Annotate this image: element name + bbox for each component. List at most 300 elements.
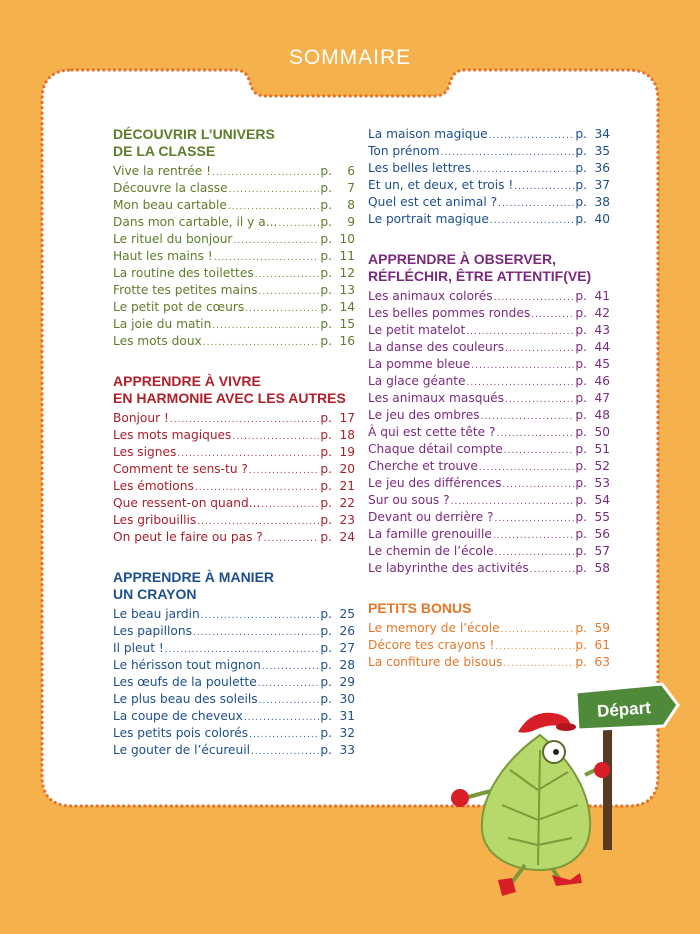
toc-entry bbox=[113, 512, 355, 529]
section-title: APPRENDRE À OBSERVER, RÉFLÉCHIR, ÊTRE ATTENTIF(VE) bbox=[368, 251, 592, 284]
toc-entry bbox=[113, 725, 355, 742]
toc-entry bbox=[113, 495, 355, 512]
toc-leader-dots bbox=[493, 528, 575, 543]
toc-entry bbox=[113, 214, 355, 231]
toc-section-bonus bbox=[368, 600, 610, 671]
toc-entry bbox=[113, 674, 355, 691]
toc-page-ref bbox=[575, 126, 610, 143]
toc-leader-dots bbox=[530, 562, 575, 577]
toc-page-number: 51 bbox=[594, 442, 610, 456]
section-title: APPRENDRE À VIVRE EN HARMONIE AVEC LES AUTRES bbox=[113, 373, 346, 406]
toc-leader-dots bbox=[165, 642, 320, 657]
toc-leader-dots bbox=[201, 608, 320, 623]
page-prefix: p. bbox=[575, 374, 587, 388]
toc-leader-dots bbox=[531, 307, 574, 322]
toc-entry bbox=[368, 407, 610, 424]
page-prefix: p. bbox=[320, 675, 332, 689]
toc-page-ref bbox=[575, 654, 610, 671]
toc-entry-label: Les mots magiques bbox=[113, 428, 232, 442]
toc-page-ref bbox=[575, 322, 610, 339]
toc-page-ref bbox=[575, 637, 610, 654]
page-prefix: p. bbox=[575, 340, 587, 354]
toc-entry-label: Les signes bbox=[113, 445, 177, 459]
toc-leader-dots bbox=[472, 162, 574, 177]
toc-leader-dots bbox=[261, 497, 319, 512]
toc-page-ref bbox=[320, 512, 355, 529]
toc-page-number: 20 bbox=[339, 462, 355, 476]
page-prefix: p. bbox=[320, 249, 332, 263]
toc-entry-label: Cherche et trouve bbox=[368, 459, 478, 473]
toc-page-number: 44 bbox=[594, 340, 610, 354]
toc-page-ref bbox=[575, 560, 610, 577]
toc-leader-dots bbox=[498, 196, 574, 211]
page-prefix: p. bbox=[575, 561, 587, 575]
toc-entry-label: Découvre la classe bbox=[113, 181, 228, 195]
toc-page-ref bbox=[320, 606, 355, 623]
page-prefix: p. bbox=[575, 144, 587, 158]
toc-entry bbox=[368, 211, 610, 228]
toc-leader-dots bbox=[489, 128, 575, 143]
page-prefix: p. bbox=[575, 195, 587, 209]
toc-page-ref bbox=[320, 725, 355, 742]
toc-page-ref bbox=[320, 410, 355, 427]
toc-page-number: 53 bbox=[594, 476, 610, 490]
page-prefix: p. bbox=[575, 289, 587, 303]
toc-entry-label: À qui est cette tête ? bbox=[368, 425, 496, 439]
toc-entry-label: Le petit pot de cœurs bbox=[113, 300, 245, 314]
toc-entry-label: Les belles lettres bbox=[368, 161, 472, 175]
toc-page-number: 26 bbox=[339, 624, 355, 638]
toc-entry-label: Décore tes crayons ! bbox=[368, 638, 495, 652]
toc-entry-label: Les animaux masqués bbox=[368, 391, 505, 405]
page-prefix: p. bbox=[575, 212, 587, 226]
page-prefix: p. bbox=[575, 306, 587, 320]
toc-entry bbox=[368, 543, 610, 560]
toc-page-ref bbox=[320, 674, 355, 691]
toc-page-number: 46 bbox=[594, 374, 610, 388]
toc-page-ref bbox=[320, 427, 355, 444]
toc-list bbox=[368, 288, 610, 577]
toc-page-ref bbox=[575, 543, 610, 560]
toc-entry bbox=[368, 322, 610, 339]
page-prefix: p. bbox=[575, 638, 587, 652]
toc-leader-dots bbox=[244, 710, 320, 725]
mascot-body bbox=[482, 735, 590, 870]
toc-entry-label: Le rituel du bonjour bbox=[113, 232, 233, 246]
toc-entry bbox=[368, 458, 610, 475]
toc-page-ref bbox=[320, 333, 355, 350]
toc-page-number: 34 bbox=[594, 127, 610, 141]
toc-entry-label: Et un, et deux, et trois ! bbox=[368, 178, 514, 192]
toc-entry bbox=[368, 339, 610, 356]
toc-entry bbox=[368, 509, 610, 526]
toc-entry bbox=[368, 194, 610, 211]
section-title: DÉCOUVRIR L’UNIVERS DE LA CLASSE bbox=[113, 126, 275, 159]
toc-page-number: 9 bbox=[347, 215, 355, 229]
toc-leader-dots bbox=[505, 341, 574, 356]
toc-entry bbox=[368, 441, 610, 458]
toc-leader-dots bbox=[203, 335, 320, 350]
toc-page-ref bbox=[320, 742, 355, 759]
page-prefix: p. bbox=[320, 181, 332, 195]
toc-page-ref bbox=[575, 211, 610, 228]
toc-page-ref bbox=[320, 180, 355, 197]
toc-entry-label: Bonjour ! bbox=[113, 411, 169, 425]
page-prefix: p. bbox=[320, 445, 332, 459]
toc-entry-label: Comment te sens-tu ? bbox=[113, 462, 248, 476]
toc-leader-dots bbox=[451, 494, 575, 509]
toc-page-number: 11 bbox=[339, 249, 355, 263]
page-prefix: p. bbox=[575, 161, 587, 175]
toc-leader-dots bbox=[440, 145, 574, 160]
toc-column-left bbox=[113, 126, 355, 782]
page-prefix: p. bbox=[320, 232, 332, 246]
toc-leader-dots bbox=[471, 358, 574, 373]
toc-leader-dots bbox=[255, 267, 320, 282]
page-prefix: p. bbox=[320, 317, 332, 331]
toc-leader-dots bbox=[467, 375, 575, 390]
page-prefix: p. bbox=[575, 357, 587, 371]
toc-entry bbox=[368, 475, 610, 492]
toc-leader-dots bbox=[466, 324, 574, 339]
toc-page-ref bbox=[320, 265, 355, 282]
toc-page-number: 29 bbox=[339, 675, 355, 689]
toc-page-number: 23 bbox=[339, 513, 355, 527]
toc-entry-label: Le petit matelot bbox=[368, 323, 466, 337]
toc-page-number: 37 bbox=[594, 178, 610, 192]
toc-page-number: 21 bbox=[339, 479, 355, 493]
toc-page-number: 13 bbox=[339, 283, 355, 297]
toc-leader-dots bbox=[505, 392, 574, 407]
toc-entry bbox=[368, 305, 610, 322]
toc-entry-label: Les belles pommes rondes bbox=[368, 306, 531, 320]
toc-page-ref bbox=[320, 316, 355, 333]
toc-leader-dots bbox=[229, 182, 320, 197]
toc-leader-dots bbox=[245, 301, 319, 316]
page-prefix: p. bbox=[320, 692, 332, 706]
toc-page-number: 16 bbox=[339, 334, 355, 348]
toc-section-observe bbox=[368, 251, 610, 577]
toc-entry bbox=[113, 410, 355, 427]
toc-page-number: 10 bbox=[339, 232, 355, 246]
toc-page-number: 28 bbox=[339, 658, 355, 672]
toc-list bbox=[368, 126, 610, 228]
page-prefix: p. bbox=[320, 624, 332, 638]
toc-page-ref bbox=[320, 529, 355, 546]
toc-section-discover bbox=[113, 126, 355, 350]
page-prefix: p. bbox=[320, 641, 332, 655]
toc-entry bbox=[113, 231, 355, 248]
toc-leader-dots bbox=[197, 514, 319, 529]
toc-page-ref bbox=[320, 691, 355, 708]
toc-page-number: 18 bbox=[339, 428, 355, 442]
toc-leader-dots bbox=[232, 429, 319, 444]
toc-page-number: 31 bbox=[339, 709, 355, 723]
toc-page-ref bbox=[320, 708, 355, 725]
toc-page-number: 58 bbox=[594, 561, 610, 575]
toc-leader-dots bbox=[479, 460, 575, 475]
toc-entry-label: Les gribouillis bbox=[113, 513, 197, 527]
toc-page-number: 42 bbox=[594, 306, 610, 320]
toc-entry-label: La danse des couleurs bbox=[368, 340, 505, 354]
toc-page-ref bbox=[575, 492, 610, 509]
toc-leader-dots bbox=[503, 656, 574, 671]
toc-page-ref bbox=[575, 143, 610, 160]
toc-page-number: 7 bbox=[347, 181, 355, 195]
page-prefix: p. bbox=[320, 496, 332, 510]
page-prefix: p. bbox=[320, 300, 332, 314]
page-prefix: p. bbox=[575, 544, 587, 558]
toc-leader-dots bbox=[249, 727, 319, 742]
toc-entry-label: Le hérisson tout mignon bbox=[113, 658, 261, 672]
page-prefix: p. bbox=[320, 607, 332, 621]
toc-entry-label: Mon beau cartable bbox=[113, 198, 227, 212]
toc-leader-dots bbox=[262, 659, 320, 674]
page-prefix: p. bbox=[320, 428, 332, 442]
toc-leader-dots bbox=[249, 463, 319, 478]
toc-page-number: 45 bbox=[594, 357, 610, 371]
toc-list bbox=[113, 606, 355, 759]
toc-page-number: 50 bbox=[594, 425, 610, 439]
toc-page-ref bbox=[320, 299, 355, 316]
toc-list bbox=[113, 163, 355, 350]
toc-leader-dots bbox=[195, 480, 320, 495]
toc-entry bbox=[113, 180, 355, 197]
toc-entry-label: Le jeu des ombres bbox=[368, 408, 480, 422]
toc-entry-label: On peut le faire ou pas ? bbox=[113, 530, 263, 544]
toc-entry bbox=[113, 606, 355, 623]
toc-leader-dots bbox=[264, 531, 320, 546]
toc-page-ref bbox=[575, 356, 610, 373]
toc-leader-dots bbox=[177, 446, 319, 461]
toc-entry bbox=[113, 163, 355, 180]
toc-page-number: 47 bbox=[594, 391, 610, 405]
toc-leader-dots bbox=[278, 216, 319, 231]
toc-page-ref bbox=[320, 197, 355, 214]
toc-entry bbox=[368, 637, 610, 654]
toc-entry bbox=[368, 160, 610, 177]
toc-entry bbox=[113, 282, 355, 299]
toc-entry-label: La maison magique bbox=[368, 127, 488, 141]
toc-entry bbox=[368, 526, 610, 543]
toc-entry-label: Les œufs de la poulette bbox=[113, 675, 257, 689]
toc-entry bbox=[113, 197, 355, 214]
toc-page-ref bbox=[320, 231, 355, 248]
page-prefix: p. bbox=[575, 476, 587, 490]
toc-entry-label: Quel est cet animal ? bbox=[368, 195, 498, 209]
toc-page-number: 14 bbox=[339, 300, 355, 314]
sign-label: Départ bbox=[596, 698, 652, 721]
toc-entry bbox=[113, 742, 355, 759]
toc-page-number: 41 bbox=[594, 289, 610, 303]
toc-entry bbox=[113, 623, 355, 640]
toc-entry-label: La pomme bleue bbox=[368, 357, 471, 371]
toc-page-number: 35 bbox=[594, 144, 610, 158]
toc-entry-label: Le memory de l’école bbox=[368, 621, 500, 635]
page-prefix: p. bbox=[320, 658, 332, 672]
toc-page-number: 15 bbox=[339, 317, 355, 331]
toc-entry bbox=[368, 620, 610, 637]
page-prefix: p. bbox=[575, 178, 587, 192]
toc-entry-label: La famille grenouille bbox=[368, 527, 492, 541]
page-prefix: p. bbox=[575, 391, 587, 405]
toc-page-number: 57 bbox=[594, 544, 610, 558]
page-prefix: p. bbox=[320, 334, 332, 348]
toc-entry-label: Le jeu des différences bbox=[368, 476, 502, 490]
mascot-glove-left bbox=[451, 789, 469, 807]
toc-entry bbox=[368, 390, 610, 407]
toc-entry-label: Vive la rentrée ! bbox=[113, 164, 212, 178]
page-prefix: p. bbox=[575, 127, 587, 141]
mascot-glove-right bbox=[594, 762, 610, 778]
toc-entry bbox=[113, 691, 355, 708]
toc-page-number: 38 bbox=[594, 195, 610, 209]
toc-page-ref bbox=[320, 623, 355, 640]
page-prefix: p. bbox=[320, 726, 332, 740]
toc-entry bbox=[368, 492, 610, 509]
toc-entry-label: Les mots doux bbox=[113, 334, 202, 348]
toc-leader-dots bbox=[214, 250, 320, 265]
page-prefix: p. bbox=[575, 408, 587, 422]
toc-page-number: 30 bbox=[339, 692, 355, 706]
toc-leader-dots bbox=[170, 412, 319, 427]
toc-entry bbox=[113, 444, 355, 461]
toc-leader-dots bbox=[228, 199, 319, 214]
toc-page-ref bbox=[320, 495, 355, 512]
toc-leader-dots bbox=[259, 693, 320, 708]
toc-page-ref bbox=[575, 620, 610, 637]
toc-page-number: 24 bbox=[339, 530, 355, 544]
toc-page-ref bbox=[575, 407, 610, 424]
page-prefix: p. bbox=[575, 655, 587, 669]
toc-page-number: 36 bbox=[594, 161, 610, 175]
toc-page-number: 27 bbox=[339, 641, 355, 655]
toc-entry bbox=[368, 126, 610, 143]
page-prefix: p. bbox=[320, 462, 332, 476]
section-title: PETITS BONUS bbox=[368, 600, 472, 616]
toc-page-number: 52 bbox=[594, 459, 610, 473]
toc-page-ref bbox=[575, 160, 610, 177]
toc-entry bbox=[113, 708, 355, 725]
section-title: APPRENDRE À MANIER UN CRAYON bbox=[113, 569, 275, 602]
toc-entry bbox=[368, 356, 610, 373]
toc-entry bbox=[113, 248, 355, 265]
toc-entry-label: Les émotions bbox=[113, 479, 194, 493]
toc-page-number: 33 bbox=[339, 743, 355, 757]
toc-leader-dots bbox=[233, 233, 319, 248]
toc-entry bbox=[368, 177, 610, 194]
toc-leader-dots bbox=[514, 179, 574, 194]
toc-entry-label: Le portrait magique bbox=[368, 212, 489, 226]
toc-leader-dots bbox=[495, 545, 575, 560]
toc-section-harmony bbox=[113, 373, 355, 546]
toc-page-ref bbox=[575, 458, 610, 475]
toc-leader-dots bbox=[494, 290, 575, 305]
page-prefix: p. bbox=[575, 621, 587, 635]
toc-entry bbox=[113, 657, 355, 674]
page-prefix: p. bbox=[575, 459, 587, 473]
toc-leader-dots bbox=[495, 639, 574, 654]
mascot-hat-brim bbox=[556, 723, 576, 731]
page-prefix: p. bbox=[575, 442, 587, 456]
toc-page-ref bbox=[575, 390, 610, 407]
toc-page-number: 8 bbox=[347, 198, 355, 212]
toc-page-ref bbox=[320, 214, 355, 231]
toc-leader-dots bbox=[502, 477, 574, 492]
toc-entry-label: Que ressent-on quand... bbox=[113, 496, 261, 510]
toc-entry-label: Sur ou sous ? bbox=[368, 493, 450, 507]
toc-page-number: 22 bbox=[339, 496, 355, 510]
toc-entry bbox=[113, 333, 355, 350]
toc-page-number: 19 bbox=[339, 445, 355, 459]
toc-page-number: 61 bbox=[594, 638, 610, 652]
toc-entry-label: La coupe de cheveux bbox=[113, 709, 243, 723]
toc-list bbox=[113, 410, 355, 546]
toc-page-ref bbox=[575, 339, 610, 356]
toc-entry bbox=[368, 373, 610, 390]
toc-leader-dots bbox=[212, 318, 319, 333]
toc-page-ref bbox=[575, 288, 610, 305]
sign-post bbox=[603, 710, 612, 850]
toc-page-ref bbox=[575, 509, 610, 526]
page-prefix: p. bbox=[320, 215, 332, 229]
toc-entry-label: La routine des toilettes bbox=[113, 266, 254, 280]
toc-page-ref bbox=[320, 444, 355, 461]
page-prefix: p. bbox=[575, 493, 587, 507]
page-prefix: p. bbox=[320, 709, 332, 723]
page-prefix: p. bbox=[320, 411, 332, 425]
toc-page-ref bbox=[575, 441, 610, 458]
toc-page-ref bbox=[320, 461, 355, 478]
page-prefix: p. bbox=[575, 425, 587, 439]
toc-page-number: 6 bbox=[347, 164, 355, 178]
toc-page-number: 63 bbox=[594, 655, 610, 669]
toc-entry-label: La joie du matin bbox=[113, 317, 212, 331]
toc-leader-dots bbox=[251, 744, 319, 759]
toc-entry-label: Chaque détail compte bbox=[368, 442, 503, 456]
toc-entry-label: Haut les mains ! bbox=[113, 249, 213, 263]
toc-entry-label: Le gouter de l’écureuil bbox=[113, 743, 251, 757]
toc-leader-dots bbox=[490, 213, 575, 228]
toc-entry bbox=[113, 265, 355, 282]
toc-entry-label: La confiture de bisous bbox=[368, 655, 503, 669]
toc-entry-label: Les papillons bbox=[113, 624, 192, 638]
toc-entry-label: Les animaux colorés bbox=[368, 289, 493, 303]
toc-entry bbox=[368, 560, 610, 577]
toc-leader-dots bbox=[496, 426, 574, 441]
toc-page-ref bbox=[320, 282, 355, 299]
toc-entry bbox=[113, 461, 355, 478]
toc-entry-label: Ton prénom bbox=[368, 144, 440, 158]
toc-page-ref bbox=[575, 305, 610, 322]
toc-entry-label: Dans mon cartable, il y a... bbox=[113, 215, 278, 229]
toc-entry-label: Frotte tes petites mains bbox=[113, 283, 258, 297]
toc-entry-label: Il pleut ! bbox=[113, 641, 164, 655]
page-prefix: p. bbox=[575, 323, 587, 337]
page-prefix: p. bbox=[320, 283, 332, 297]
toc-entry-label: Le labyrinthe des activités bbox=[368, 561, 529, 575]
page-prefix: p. bbox=[320, 198, 332, 212]
toc-leader-dots bbox=[212, 165, 319, 180]
toc-page-ref bbox=[575, 424, 610, 441]
toc-page-number: 56 bbox=[594, 527, 610, 541]
toc-page-number: 43 bbox=[594, 323, 610, 337]
toc-page-ref bbox=[575, 194, 610, 211]
toc-section-pencil bbox=[113, 569, 355, 759]
toc-entry-label: Le beau jardin bbox=[113, 607, 200, 621]
page-prefix: p. bbox=[320, 164, 332, 178]
toc-page-number: 55 bbox=[594, 510, 610, 524]
